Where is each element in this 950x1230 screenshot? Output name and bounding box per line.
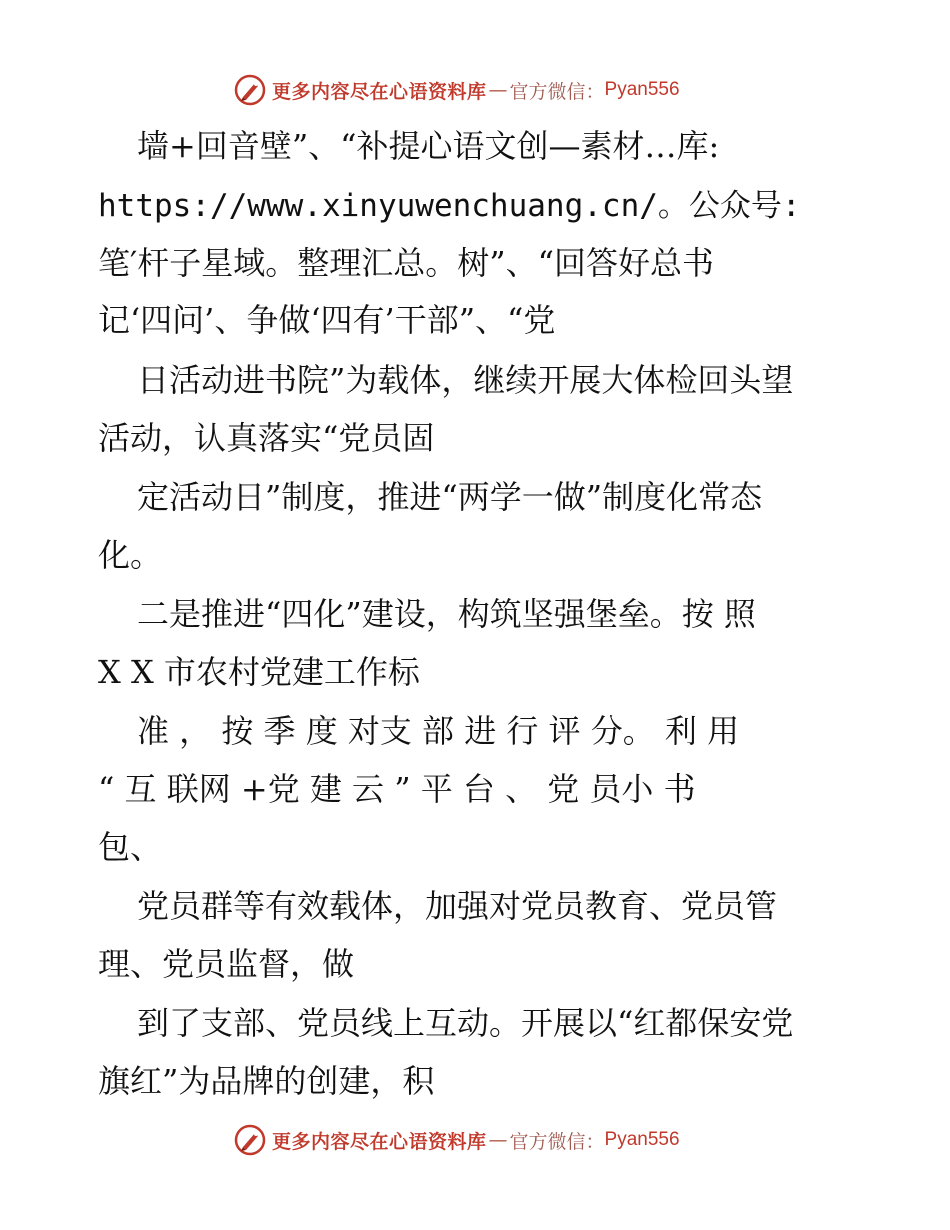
body-line: 活动，认真落实“党员固 — [98, 419, 435, 457]
body-line: 笔′杆子星域。整理汇总。树”、“回答好总书 — [98, 244, 714, 282]
banner-wechat-label: 官方微信： — [509, 80, 605, 103]
banner-text: 更多内容尽在心语资料库 — [272, 1130, 487, 1153]
banner-separator: — — [488, 1129, 508, 1151]
banner-wechat-id: Pyan556 — [604, 79, 680, 100]
banner-text: 更多内容尽在心语资料库 — [272, 80, 487, 103]
footer-banner — [234, 1123, 734, 1157]
banner-separator: — — [488, 79, 508, 101]
body-line-url: https://www.xinyuwenchuang.cn/。公众号: — [98, 188, 801, 224]
header-banner — [234, 73, 734, 107]
banner-wechat-label: 官方微信： — [509, 1130, 605, 1153]
body-line: 包、 — [98, 828, 163, 866]
body-line: 理、党员监督，做 — [98, 945, 355, 983]
banner-wechat-id: Pyan556 — [604, 1129, 680, 1150]
body-line: 到了支部、党员线上互动。开展以“红都保安党 — [137, 1004, 794, 1042]
body-line: 化。 — [98, 536, 163, 574]
body-line: X X 市农村党建工作标 — [98, 653, 420, 691]
pen-logo-icon — [234, 74, 266, 106]
body-line: 党员群等有效载体，加强对党员教育、党员管 — [137, 887, 778, 925]
body-line: 二是推进“四化”建设，构筑坚强堡垒。按 照 — [137, 595, 756, 633]
body-line: 准 ， 按 季 度 对支 部 进 行 评 分。 利 用 — [137, 712, 740, 750]
pen-logo-icon — [234, 1124, 266, 1156]
body-line: 定活动日”制度，推进“两学一做”制度化常态 — [137, 478, 763, 516]
body-line: 墙+回音壁”、“补提心语文创—素材…库: — [137, 127, 720, 165]
body-line: 日活动进书院”为载体，继续开展大体检回头望 — [137, 361, 794, 399]
body-line: “ 互 联网 +党 建 云 ” 平 台 、 党 员小 书 — [98, 770, 696, 808]
body-line: 旗红”为品牌的创建，积 — [98, 1062, 435, 1100]
body-line: 记‘四问’、争做‘四有’干部”、“党 — [98, 301, 556, 339]
